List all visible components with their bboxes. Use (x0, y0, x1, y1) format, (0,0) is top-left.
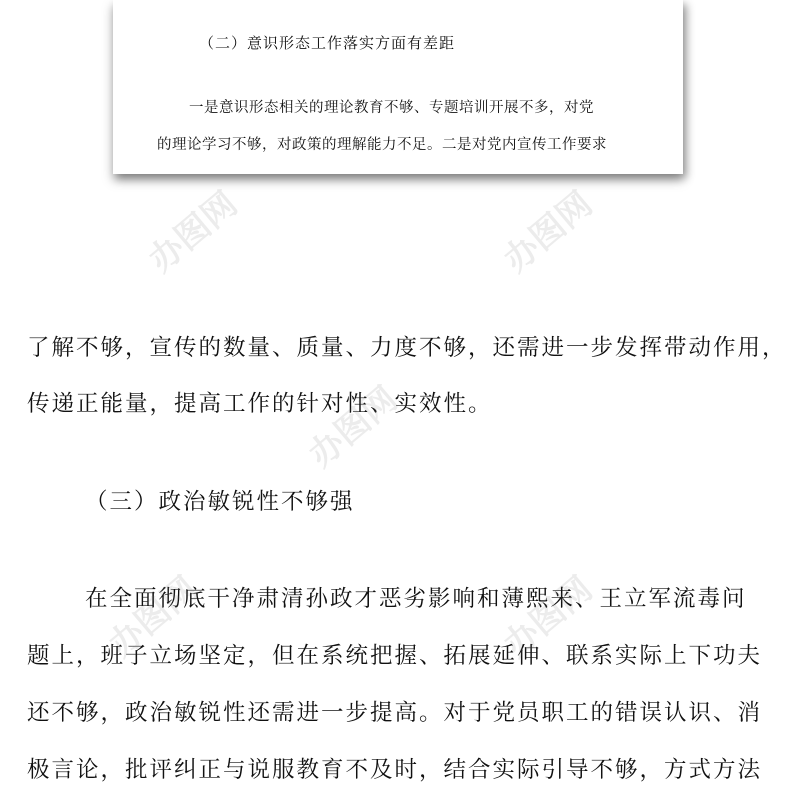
watermark: 办图网 (496, 184, 601, 281)
card-paragraph-line-2: 的理论学习不够，对政策的理解能力不足。二是对党内宣传工作要求 (157, 137, 607, 153)
document-preview-card (113, 0, 683, 174)
watermark: 办图网 (141, 184, 246, 281)
watermark: 办图网 (496, 569, 601, 666)
watermark: 办图网 (101, 569, 206, 666)
body-line-2: 传递正能量，提高工作的针对性、实效性。 (27, 391, 493, 417)
watermark: 办图网 (301, 379, 406, 476)
body-line-3: 在全面彻底干净肃清孙政才恶劣影响和薄熙来、王立军流毒问 (85, 586, 747, 612)
body-line-5: 还不够，政治敏锐性还需进一步提高。对于党员职工的错误认识、消 (27, 700, 763, 726)
card-paragraph-line-1: 一是意识形态相关的理论教育不够、专题培训开展不多，对党 (189, 100, 594, 116)
card-section-heading: （二）意识形态工作落实方面有差距 (199, 34, 456, 52)
section-heading: （三）政治敏锐性不够强 (85, 489, 355, 515)
body-line-1: 了解不够，宣传的数量、质量、力度不够，还需进一步发挥带动作用， (27, 335, 787, 361)
body-line-4: 题上，班子立场坚定，但在系统把握、拓展延伸、联系实际上下功夫 (27, 643, 763, 669)
body-line-6: 极言论，批评纠正与说服教育不及时，结合实际引导不够，方式方法 (27, 757, 763, 783)
